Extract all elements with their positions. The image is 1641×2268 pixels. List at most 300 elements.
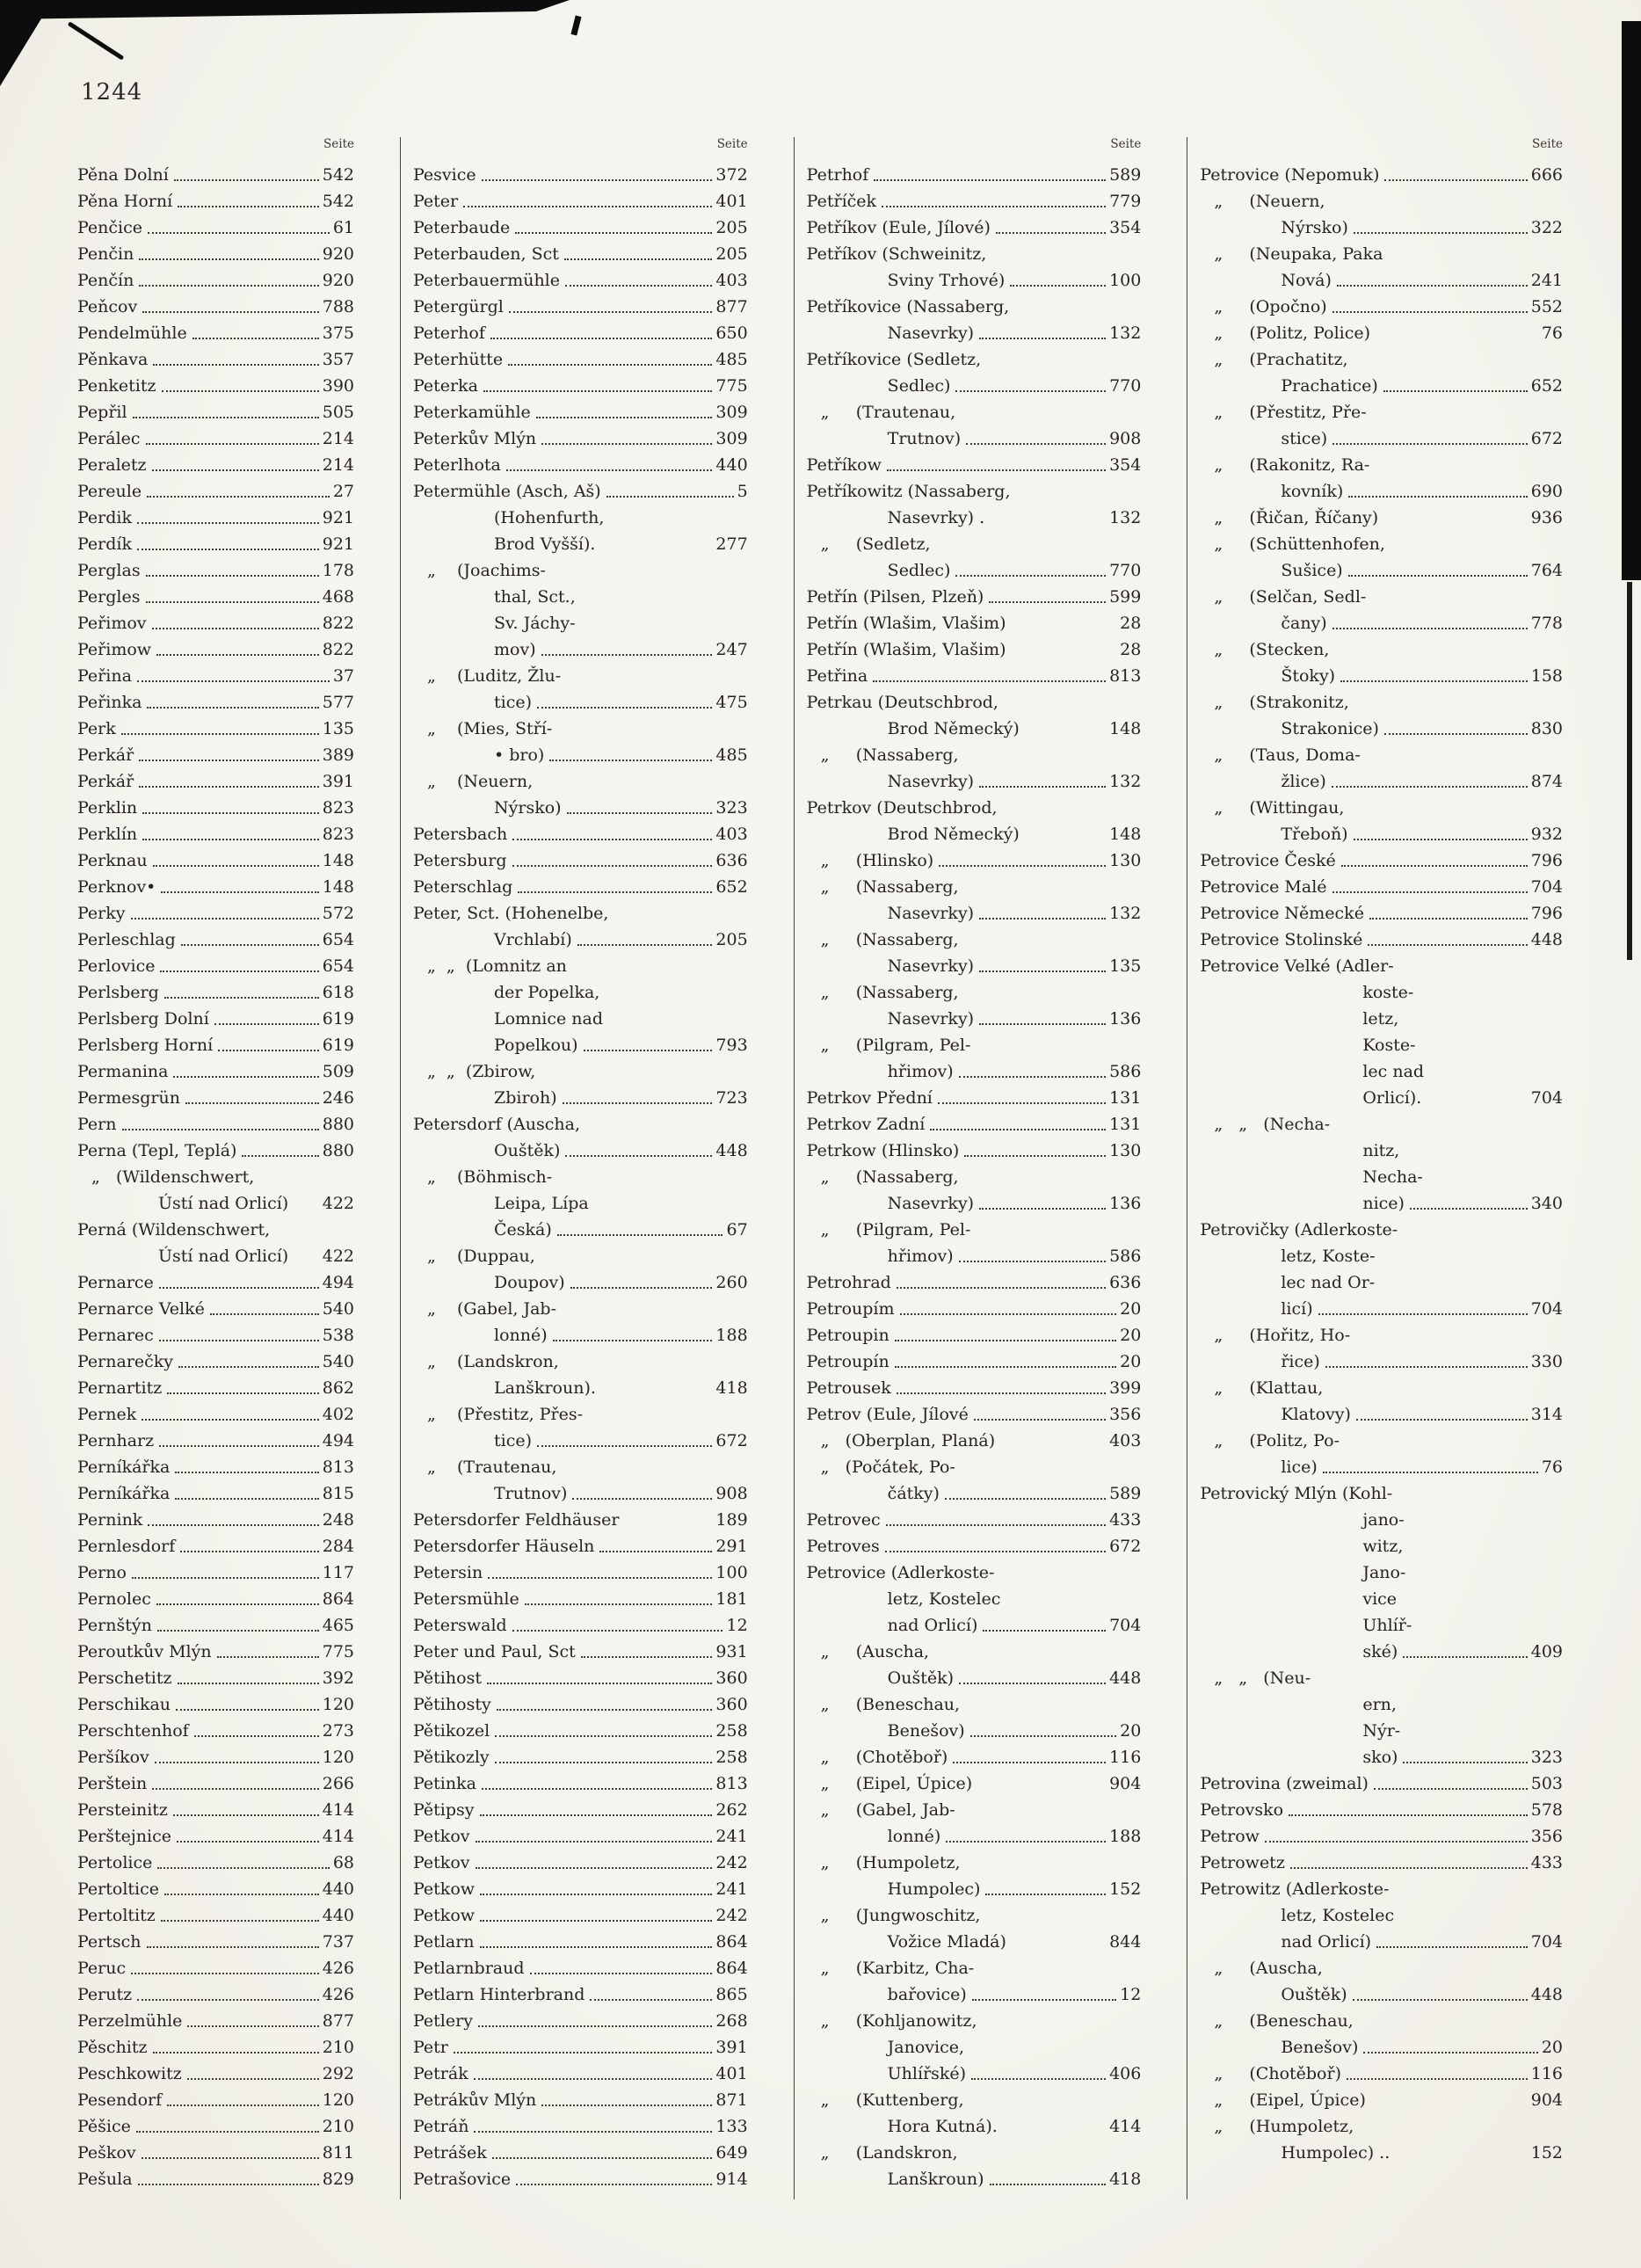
entry-text: „ „ (Neu-	[1214, 1668, 1311, 1688]
entry-text: Strakonice)	[1281, 719, 1379, 738]
entry-page-number: 877	[715, 297, 748, 316]
index-entry-line	[413, 1769, 788, 1795]
entry-text: Peraletz	[77, 455, 147, 475]
index-entry-line	[1200, 529, 1575, 556]
entry-text: Pertoltice	[77, 1879, 160, 1899]
dot-leader	[164, 1894, 319, 1895]
dot-leader	[139, 786, 319, 788]
index-entry-line	[1200, 925, 1575, 951]
dot-leader	[1332, 443, 1528, 445]
entry-page-number: 788	[322, 297, 354, 316]
dot-leader	[142, 2157, 319, 2159]
entry-page-number: 68	[332, 1853, 354, 1872]
index-entry-line	[807, 265, 1182, 292]
entry-text: Peřinka	[77, 693, 142, 712]
dot-leader	[474, 2131, 712, 2133]
dot-leader	[885, 1551, 1106, 1552]
index-entry-line	[413, 2032, 788, 2059]
entry-page-number: 37	[332, 666, 354, 686]
index-entry-line	[413, 1083, 788, 1109]
entry-text: Peňcov	[77, 297, 138, 316]
dot-leader	[463, 206, 712, 207]
index-entry-line	[1200, 345, 1575, 371]
dot-leader	[167, 2104, 319, 2106]
index-entry-line	[807, 819, 1182, 846]
entry-page-number: 652	[715, 877, 748, 897]
index-entry-line	[77, 503, 395, 529]
entry-page-number: 260	[715, 1273, 748, 1292]
entry-page-number: 914	[715, 2170, 748, 2189]
entry-text: čany)	[1281, 614, 1327, 633]
index-entry-line	[77, 978, 395, 1004]
dot-leader	[161, 891, 318, 893]
entry-page-number: 414	[1109, 2117, 1142, 2136]
index-entry-line	[807, 1162, 1182, 1189]
dot-leader	[160, 970, 318, 972]
entry-text: Nýrsko)	[494, 798, 562, 818]
index-entry-line	[807, 1347, 1182, 1373]
entry-text: Petrovice Německé	[1200, 904, 1364, 923]
entry-text: „ (Nassaberg,	[820, 983, 959, 1002]
index-entry-line	[807, 1320, 1182, 1347]
index-entry-line	[413, 1980, 788, 2006]
dot-leader	[1323, 1472, 1538, 1473]
entry-text: Janovice,	[887, 2038, 965, 2057]
entry-text: „ (Pilgram, Pel-	[820, 1220, 971, 1239]
entry-page-number: 921	[322, 534, 354, 554]
index-entry-line	[77, 1136, 395, 1162]
entry-text: Petrkau (Deutschbrod,	[806, 693, 998, 712]
entry-page-number: 572	[322, 904, 354, 923]
entry-text: „ (Pilgram, Pel-	[820, 1036, 971, 1055]
index-entry-line	[77, 767, 395, 793]
entry-page-number: 284	[322, 1537, 354, 1556]
index-entry-line	[1200, 1004, 1575, 1030]
entry-page-number: 654	[322, 956, 354, 976]
entry-text: Perno	[77, 1563, 127, 1582]
entry-text: „ (Landskron,	[820, 2143, 958, 2163]
entry-text: lec nad Or-	[1281, 1273, 1376, 1292]
index-entry-line	[1200, 635, 1575, 661]
index-entry-line	[77, 1795, 395, 1821]
entry-page-number: 76	[1541, 323, 1564, 343]
dot-leader	[1332, 891, 1528, 893]
entry-text: Trutnov)	[887, 429, 962, 448]
entry-text: „ (Hořitz, Ho-	[1214, 1326, 1351, 1345]
index-entry-line	[77, 1927, 395, 1953]
entry-text: Peterschlag	[413, 877, 513, 897]
dot-leader	[606, 496, 734, 498]
dot-leader	[178, 1366, 319, 1368]
entry-text: Klatovy)	[1281, 1405, 1351, 1424]
entry-page-number: 599	[1109, 587, 1142, 607]
index-entry-line	[1200, 476, 1575, 503]
dot-leader	[159, 1445, 319, 1447]
entry-page-number: 181	[715, 1589, 748, 1609]
entry-page-number: 210	[322, 2117, 354, 2136]
dot-leader	[146, 601, 319, 603]
dot-leader	[930, 1129, 1106, 1130]
entry-text: Penketitz	[77, 376, 156, 396]
entry-page-number: 242	[715, 1853, 748, 1872]
index-entry-line	[1200, 1268, 1575, 1294]
entry-page-number: 862	[322, 1378, 354, 1398]
entry-text: Perná (Wildenschwert,	[77, 1220, 271, 1239]
index-entry-line	[807, 1716, 1182, 1742]
entry-page-number: 292	[322, 2064, 354, 2083]
dot-leader	[537, 707, 712, 709]
entry-text: Petr	[413, 2038, 448, 2057]
index-entries	[807, 160, 1182, 2191]
dot-leader	[1354, 232, 1528, 234]
entry-text: Pětikozly	[413, 1748, 490, 1767]
index-entry-line	[1200, 292, 1575, 318]
index-entry-line	[413, 1742, 788, 1769]
entry-page-number: 904	[1530, 2090, 1564, 2110]
entry-page-number: 666	[1530, 165, 1564, 185]
dot-leader	[487, 1683, 712, 1684]
index-entry-line	[77, 819, 395, 846]
entry-page-number: 586	[1109, 1247, 1142, 1266]
entry-text: Permesgrün	[77, 1088, 180, 1108]
index-entry-line	[413, 1189, 788, 1215]
entry-text: Petroves	[806, 1537, 880, 1556]
entry-text: „ (Auscha,	[820, 1642, 930, 1661]
index-entry-line	[1200, 1030, 1575, 1057]
entry-page-number: 577	[322, 693, 354, 712]
index-entry-line	[807, 2032, 1182, 2059]
entry-text: Štoky)	[1281, 666, 1336, 686]
entry-page-number: 822	[322, 614, 354, 633]
entry-text: Perlovice	[77, 956, 156, 976]
index-entry-line	[1200, 213, 1575, 239]
index-entry-line	[77, 529, 395, 556]
dot-leader	[482, 1788, 712, 1790]
entry-text: Perna (Tepl, Teplá)	[77, 1141, 237, 1160]
dot-leader	[1347, 2078, 1528, 2080]
entry-text: Perníkářka	[77, 1457, 171, 1477]
index-entry-line	[413, 1241, 788, 1268]
entry-page-number: 132	[1109, 772, 1142, 791]
index-entry-line	[77, 1821, 395, 1848]
entry-text: „ (Neuern,	[427, 772, 534, 791]
entry-text: Perlsberg Dolní	[77, 1009, 209, 1029]
index-entry-line	[77, 1373, 395, 1399]
entry-text: Petermühle (Asch, Aš)	[413, 482, 601, 501]
entry-text: Peterkamühle	[413, 403, 531, 422]
entry-page-number: 372	[715, 165, 748, 185]
index-entry-line	[77, 1584, 395, 1610]
entry-text: Perdik	[77, 508, 133, 527]
index-entry-line	[1200, 1347, 1575, 1373]
entry-text: Peterbauden, Sct	[413, 244, 559, 264]
index-entry-line	[413, 1268, 788, 1294]
index-entry-line	[77, 1848, 395, 1874]
dot-leader	[131, 1973, 319, 1974]
dot-leader	[488, 1577, 712, 1579]
index-entry-line	[413, 608, 788, 635]
entry-text: žlice)	[1281, 772, 1326, 791]
entry-page-number: 880	[322, 1115, 354, 1134]
index-entry-line	[807, 503, 1182, 529]
dot-leader	[886, 1524, 1106, 1526]
dot-leader	[1332, 311, 1528, 313]
dot-leader	[1332, 786, 1528, 788]
entry-page-number: 277	[715, 534, 748, 554]
entry-page-number: 392	[322, 1668, 354, 1688]
entry-text: Petlarnbraud	[413, 1959, 525, 1978]
index-entry-line	[77, 1690, 395, 1716]
entry-text: Perky	[77, 904, 126, 923]
index-entry-line	[77, 1980, 395, 2006]
entry-page-number: 440	[715, 455, 748, 475]
entry-page-number: 586	[1109, 1062, 1142, 1081]
entry-page-number: 133	[715, 2117, 748, 2136]
scan-artifact-right-bar	[1622, 21, 1641, 580]
index-entry-line	[807, 846, 1182, 872]
entry-text: „ (Beneschau,	[1214, 2011, 1354, 2031]
entry-text: Pětipsy	[413, 1800, 475, 1820]
entry-text: Petersmühle	[413, 1589, 519, 1609]
index-entry-line	[413, 951, 788, 978]
dot-leader	[979, 786, 1106, 788]
dot-leader	[1410, 1208, 1528, 1210]
index-entry-line	[413, 556, 788, 582]
dot-leader	[495, 1735, 712, 1737]
entry-page-number: 399	[1109, 1378, 1142, 1398]
entry-page-number: 120	[322, 2090, 354, 2110]
index-entry-line	[807, 714, 1182, 740]
dot-leader	[541, 2104, 712, 2106]
index-entry-line	[77, 397, 395, 424]
index-entry-line	[807, 1769, 1182, 1795]
entry-page-number: 241	[1530, 271, 1564, 290]
index-entry-line	[1200, 556, 1575, 582]
entry-text: Perk	[77, 719, 116, 738]
dot-leader	[570, 1287, 713, 1289]
dot-leader	[985, 1894, 1106, 1895]
entry-text: Petrovice (Adlerkoste-	[806, 1563, 995, 1582]
dot-leader	[882, 206, 1106, 207]
index-entry-line	[807, 2059, 1182, 2085]
entry-text: tice)	[494, 1431, 533, 1450]
index-entry-line	[413, 1558, 788, 1584]
dot-leader	[939, 865, 1106, 867]
dot-leader	[157, 1867, 329, 1869]
entry-page-number: 636	[715, 851, 748, 870]
entry-text: ské)	[1362, 1642, 1398, 1661]
dot-leader	[1353, 1999, 1528, 2001]
dot-leader	[480, 1814, 713, 1816]
entry-text: Petrovsko	[1200, 1800, 1284, 1820]
index-entry-line	[413, 1848, 788, 1874]
index-entry-line	[1200, 1821, 1575, 1848]
dot-leader	[155, 1762, 319, 1763]
entry-text: Nasevrky)	[887, 1009, 975, 1029]
index-entry-line	[413, 1030, 788, 1057]
entry-text: Perzelmühle	[77, 2011, 183, 2031]
entry-text: Petřina	[806, 666, 868, 686]
entry-text: koste-	[1362, 983, 1414, 1002]
entry-text: „ (Humpoletz,	[1214, 2117, 1354, 2136]
entry-page-number: 654	[322, 930, 354, 949]
entry-page-number: 130	[1109, 1141, 1142, 1160]
index-entry-line	[413, 978, 788, 1004]
entry-text: „ (Luditz, Žlu-	[427, 666, 562, 686]
entry-text: Trutnov)	[494, 1484, 568, 1503]
index-entry-line	[413, 1531, 788, 1558]
entry-page-number: 770	[1109, 376, 1142, 396]
index-entry-line	[413, 1215, 788, 1241]
entry-page-number: 242	[715, 1906, 748, 1925]
entry-page-number: 448	[1530, 930, 1564, 949]
entry-text: „ (Wittingau,	[1214, 798, 1345, 818]
entry-page-number: 540	[322, 1352, 354, 1371]
entry-page-number: 494	[322, 1273, 354, 1292]
dot-leader	[541, 654, 713, 656]
entry-text: „ (Rakonitz, Ra-	[1214, 455, 1370, 475]
index-entry-line	[807, 1030, 1182, 1057]
index-entry-line	[807, 1795, 1182, 1821]
index-entry-line	[413, 239, 788, 265]
entry-text: Permanina	[77, 1062, 169, 1081]
index-entry-line	[77, 1452, 395, 1479]
entry-text: Petrowetz	[1200, 1853, 1285, 1872]
index-entry-line	[1200, 1189, 1575, 1215]
index-entry-line	[77, 582, 395, 608]
dot-leader	[565, 1155, 712, 1157]
index-entry-line	[77, 925, 395, 951]
entry-text: Petergürgl	[413, 297, 504, 316]
entry-page-number: 188	[1109, 1827, 1142, 1846]
index-entry-line	[1200, 1399, 1575, 1426]
entry-page-number: 390	[322, 376, 354, 396]
index-entry-line	[77, 476, 395, 503]
entry-page-number: 931	[715, 1642, 748, 1661]
entry-text: Peter, Sct. (Hohenelbe,	[413, 904, 609, 923]
dot-leader	[983, 1630, 1106, 1632]
index-entry-line	[807, 872, 1182, 898]
index-entry-line	[807, 2138, 1182, 2164]
index-entry-line	[807, 687, 1182, 714]
dot-leader	[146, 443, 319, 445]
index-entry-line	[77, 345, 395, 371]
entry-text: Peschkowitz	[77, 2064, 182, 2083]
entry-text: Doupov)	[494, 1273, 565, 1292]
index-entry-line	[77, 2112, 395, 2138]
entry-text: Peterhütte	[413, 350, 504, 369]
index-entry-line	[807, 213, 1182, 239]
index-entry-line	[77, 687, 395, 714]
index-entry-line	[807, 1953, 1182, 1980]
entry-page-number: 360	[715, 1695, 748, 1714]
entry-page-number: 152	[1109, 1879, 1142, 1899]
entry-page-number: 148	[322, 877, 354, 897]
entry-text: „ (Chotěboř)	[820, 1748, 948, 1767]
entry-text: „ (Nassaberg,	[820, 745, 959, 765]
entry-text: „ (Řičan, Říčany)	[1214, 508, 1379, 527]
entry-page-number: 796	[1530, 851, 1564, 870]
dot-leader	[945, 1498, 1106, 1500]
entry-page-number: 538	[322, 1326, 354, 1345]
index-entry-line	[77, 1057, 395, 1083]
entry-text: Petrousek	[806, 1378, 891, 1398]
dot-leader	[536, 417, 713, 418]
entry-page-number: 704	[1530, 1932, 1564, 1952]
index-entry-line	[1200, 1136, 1575, 1162]
index-entry-line	[807, 1479, 1182, 1505]
index-entry-line	[77, 160, 395, 186]
entry-text: Perníkářka	[77, 1484, 171, 1503]
index-entry-line	[77, 1030, 395, 1057]
index-entry-line	[1200, 898, 1575, 925]
entry-page-number: 389	[322, 745, 354, 765]
entry-text: Perknau	[77, 851, 148, 870]
index-entry-line	[807, 898, 1182, 925]
index-entry-line	[1200, 1690, 1575, 1716]
entry-text: Peterhof	[413, 323, 485, 343]
entry-page-number: 552	[1530, 297, 1564, 316]
index-entry-line	[413, 318, 788, 345]
entry-text: Perkář	[77, 772, 134, 791]
entry-page-number: 391	[715, 2038, 748, 2057]
entry-text: Nová)	[1281, 271, 1332, 290]
entry-text: lonné)	[494, 1326, 548, 1345]
entry-page-number: 131	[1109, 1115, 1142, 1134]
dot-leader	[1348, 496, 1527, 498]
entry-text: Petroupín	[806, 1352, 889, 1371]
index-entry-line	[807, 1057, 1182, 1083]
dot-leader	[508, 364, 712, 366]
dot-leader	[175, 1498, 318, 1500]
entry-text: Pěnkava	[77, 350, 149, 369]
index-entry-line	[1200, 661, 1575, 687]
dot-leader	[897, 1392, 1106, 1394]
dot-leader	[887, 469, 1106, 471]
index-entry-line	[77, 846, 395, 872]
entry-page-number: 864	[715, 1932, 748, 1952]
entry-text: Zbiroh)	[494, 1088, 557, 1108]
index-entry-line	[807, 1901, 1182, 1927]
entry-page-number: 932	[1530, 825, 1564, 844]
entry-page-number: 704	[1530, 1088, 1564, 1108]
dot-leader	[557, 1234, 723, 1236]
entry-text: Pernarce	[77, 1273, 154, 1292]
index-entry-line	[77, 265, 395, 292]
entry-text: „ (Duppau,	[427, 1247, 535, 1266]
index-entry-line	[413, 1426, 788, 1452]
index-entry-line	[413, 767, 788, 793]
dot-leader	[897, 1287, 1106, 1289]
index-entry-line	[413, 265, 788, 292]
entry-page-number: 152	[1530, 2143, 1564, 2163]
entry-page-number: 775	[715, 376, 748, 396]
index-entry-line	[413, 1320, 788, 1347]
index-entry-line	[807, 1610, 1182, 1637]
index-entry-line	[413, 2112, 788, 2138]
dot-leader	[959, 1683, 1106, 1684]
entry-page-number: 864	[322, 1589, 354, 1609]
entry-text: „ „ (Zbirow,	[427, 1062, 536, 1081]
entry-text: Nýr-	[1362, 1721, 1401, 1741]
index-entry-line	[77, 1610, 395, 1637]
index-entry-line	[807, 1426, 1182, 1452]
entry-page-number: 811	[322, 2143, 354, 2163]
entry-page-number: 823	[322, 798, 354, 818]
entry-text: Sušice)	[1281, 561, 1343, 580]
entry-text: nad Orlicí)	[1281, 1932, 1372, 1952]
index-entry-line	[77, 2006, 395, 2032]
